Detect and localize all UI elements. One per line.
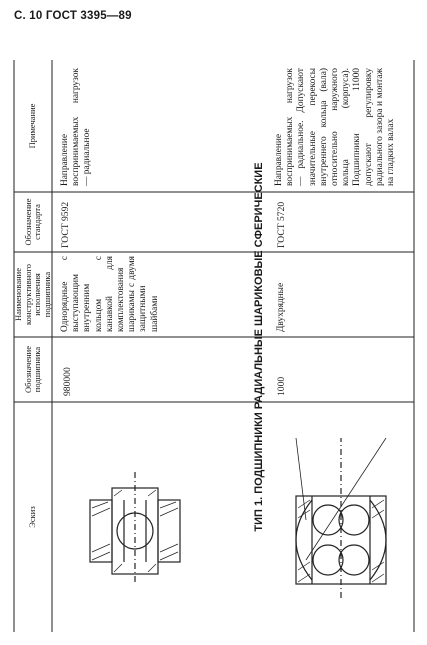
rotated-table-area: [14, 60, 414, 632]
sketch-single-row-bearing: [84, 462, 194, 582]
type-heading: ТИП 1. ПОДШИПНИКИ РАДИАЛЬНЫЕ ШАРИКОВЫЕ СФЕРИЧЕСКИЕ: [253, 162, 265, 532]
page-title: С. 10 ГОСТ 3395—89: [14, 10, 132, 22]
col-header-designation: Обозначение подшипника: [22, 346, 42, 393]
row2-name: Двухрядные: [276, 282, 286, 332]
col-header-name: Наименование конструктивного исполнения подшипника: [13, 263, 52, 326]
col-header-standard: Обозначение стандарта: [22, 198, 42, 246]
row1-name: Однорядные с выступающим внутренним кольцом с канавкой для комплектования шарикамы с двумя защитными шайбами: [60, 256, 160, 332]
row1-standard: ГОСТ 9592: [60, 201, 71, 248]
col-header-sketch: Эскиз: [27, 506, 38, 528]
row2-standard: ГОСТ 5720: [276, 201, 287, 248]
col-header-note: Примечание: [27, 103, 38, 149]
row2-note: Направление воспринимаемых нагрузок — радиальное. Допускают значительные перекосы внутреннего кольца (вала) относительно наружного кольца (корпуса). Подшипники 11000 допускают регулировку радиального зазора и монтаж на гладких валах: [274, 68, 397, 186]
row1-note: Направление воспринимаемых нагрузок — радиальное: [60, 68, 93, 186]
row1-designation: 980000: [62, 367, 73, 396]
sketch-self-aligning-bearing: [276, 422, 406, 598]
row2-designation: 1000: [276, 376, 287, 396]
